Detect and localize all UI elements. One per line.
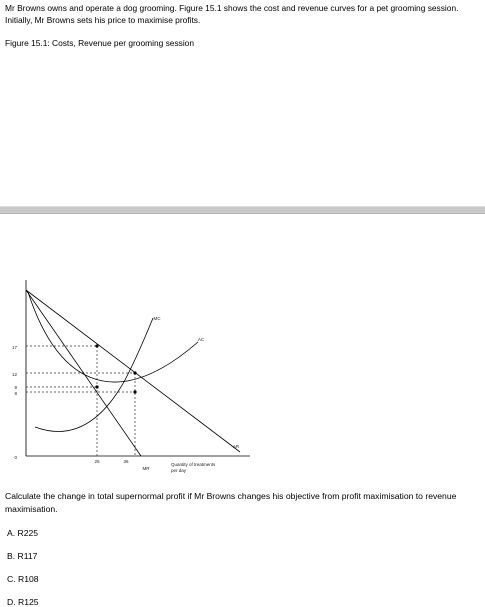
intro-line-1: Mr Browns owns and operate a dog grooming. Figure 15.1 shows the cost and revenue curves for a pet grooming session.	[5, 3, 459, 13]
x-axis-label-line-2: per day	[171, 468, 187, 473]
mr-label: MR	[142, 466, 150, 471]
option-d[interactable]: D. R125	[7, 597, 39, 607]
cost-revenue-chart	[0, 270, 260, 480]
ar-curve	[26, 290, 240, 452]
point-25-9	[95, 385, 98, 388]
ac-label: AC	[197, 337, 205, 342]
x-axis-label-line-1: Quantity of treatments	[171, 462, 216, 467]
y-tick-17: 17	[11, 345, 17, 350]
mc-label: MC	[153, 316, 161, 321]
x-tick-36: 36	[123, 459, 129, 464]
figure-title: Figure 15.1: Costs, Revenue per grooming session	[5, 38, 195, 48]
option-b[interactable]: B. R117	[7, 551, 38, 561]
question-text: Calculate the change in total supernormal profit if Mr Browns changes his objective from profit maximisation to revenue maximisation.	[5, 491, 457, 514]
point-36-12	[133, 371, 136, 374]
option-a[interactable]: A. R225	[7, 528, 39, 538]
y-tick-0: 0	[14, 455, 17, 460]
y-tick-8: 8	[14, 391, 17, 396]
intro-line-2: Initially, Mr Browns sets his price to maximise profits.	[5, 15, 201, 25]
divider-bar	[0, 206, 485, 214]
option-c[interactable]: C. R108	[7, 574, 39, 584]
x-tick-25: 25	[94, 459, 100, 464]
point-25-17	[95, 344, 98, 347]
point-36-8	[133, 390, 136, 393]
intro-text	[5, 2, 483, 26]
y-tick-12: 12	[11, 372, 17, 377]
ac-curve	[28, 292, 198, 382]
y-tick-9: 9	[14, 385, 17, 390]
ar-label: AR	[232, 444, 240, 449]
